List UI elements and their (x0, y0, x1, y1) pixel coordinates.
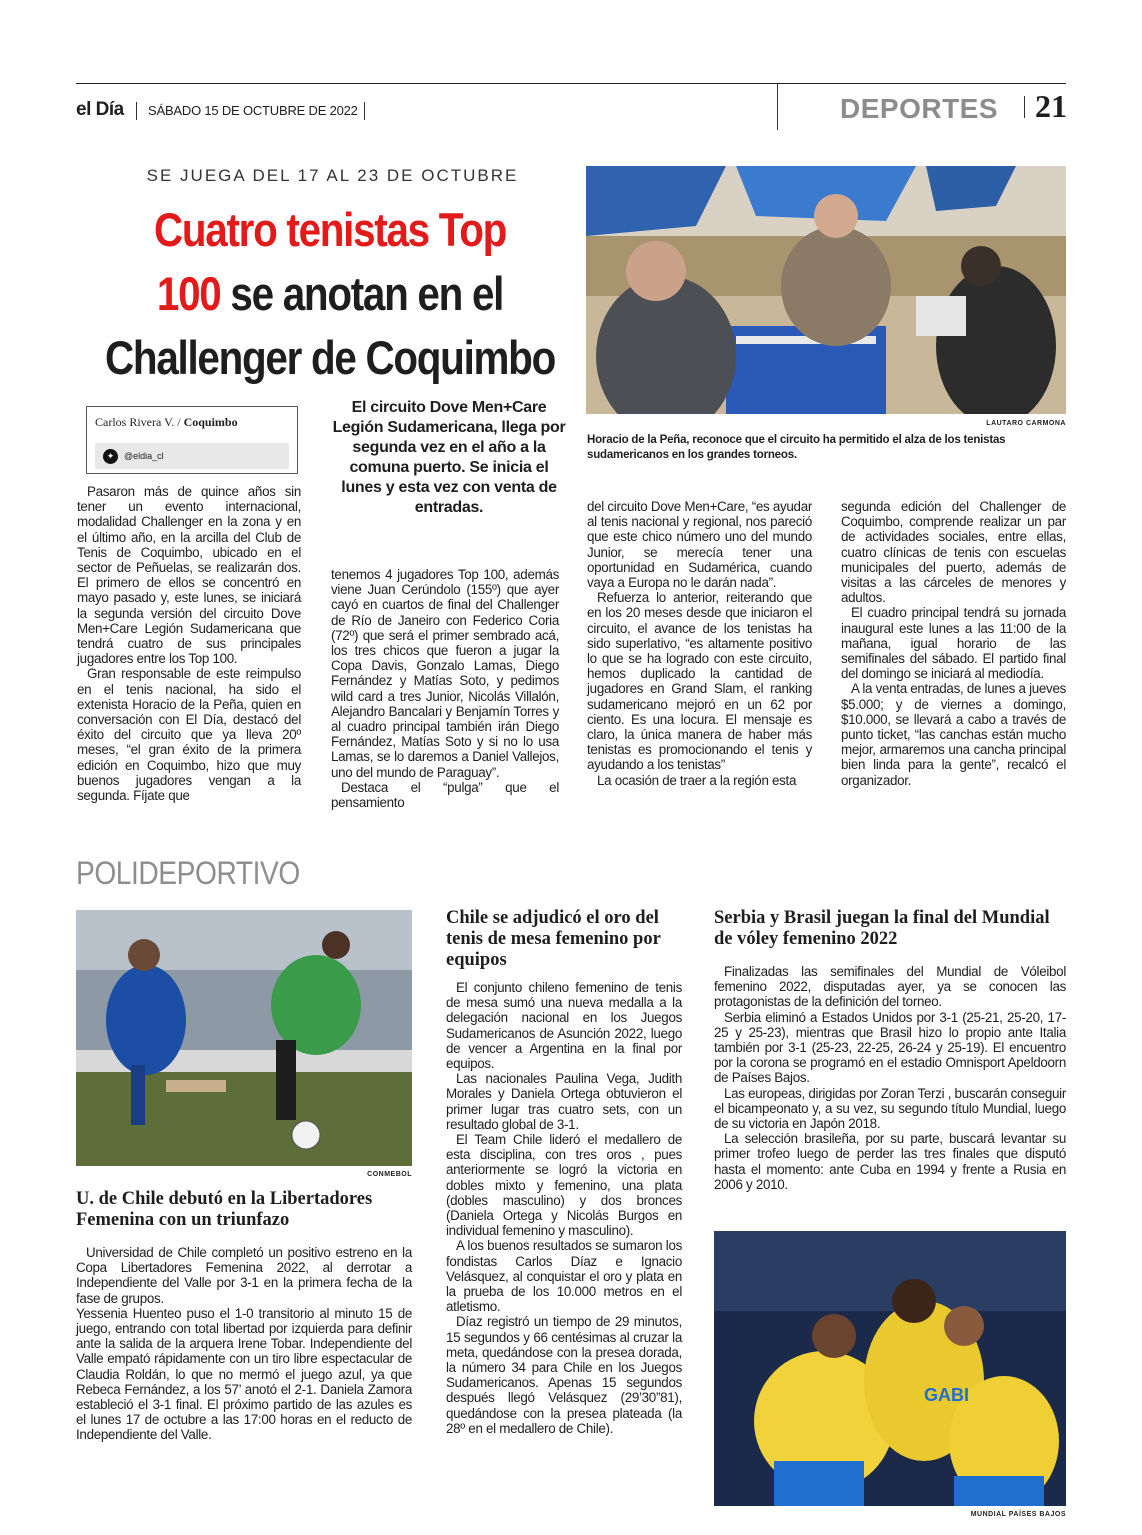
byline-author: Carlos Rivera V. (95, 415, 175, 429)
main-photo-credit: LAUTARO CARMONA (986, 420, 1066, 427)
headline-line-1: Cuatro tenistas Top (153, 203, 507, 256)
byline-social (95, 443, 289, 469)
uchile-body (76, 1245, 412, 1443)
paragraph: Destaca el “pulga” que el pensamiento (331, 779, 559, 811)
jersey-text: GABI (924, 1385, 969, 1405)
uchile-photo (76, 910, 412, 1166)
article-lead: El circuito Dove Men+Care Legión Sudamericana, llega por segunda vez en el año a la comuna puerto. Se inicia el lunes y esta vez con venta de entradas. (332, 399, 566, 516)
masthead-brand: el Día (76, 99, 124, 120)
paragraph: A la venta entradas, de lunes a jueves $5.000; y de viernes a domingo, $10.000, se llevará a cabo a través de punto ticket, “las canchas están mucho mejor, armaremos una cancha principal bien linda para la gente”, recalcó el organizador. (841, 681, 1066, 788)
article-column-3 (587, 499, 812, 788)
paragraph: Gran responsable de este reimpulso en el tenis nacional, ha sido el extenista Horacio de la Peña, quien en conversación con El Día, destacó del éxito del circuito que ya lleva 20º meses, “el gran éxito de la primera edición en Coquimbo, hizo que muy buenos jugadores vengan a la segunda. Fíjate que (77, 666, 301, 804)
paragraph: segunda edición del Challenger de Coquimbo, comprende realizar un par de actividades sociales, entre ellas, cuatro clínicas de tenis con escuelas municipales del puerto, además de visitas a las cárceles de menores y adultos. (841, 499, 1066, 606)
paragraph: Serbia eliminó a Estados Unidos por 3-1 (25-21, 25-20, 17-25 y 25-23), mientras que Brasil hizo lo propio ante Italia también por 3-1 (25-23, 22-25, 26-24 y 25-19). El encuentro por la corona se programó en el estadio Omnisport Apeldoorn de Países Bajos. (714, 1009, 1066, 1086)
article-kicker: SE JUEGA DEL 17 AL 23 DE OCTUBRE (146, 166, 519, 185)
main-photo-caption: Horacio de la Peña, reconoce que el circuito ha permitido el alza de los tenistas sudamericanos en los grandes torneos. (587, 434, 1006, 461)
byline: Carlos Rivera V. / Coquimbo (95, 415, 238, 429)
byline-box (86, 406, 298, 474)
header-separator (1024, 96, 1025, 118)
paragraph: La selección brasileña, por su parte, buscará levantar su primer trofeo luego de perder las tres finales que disputó hasta el momento: ante Cuba en 1994 y frente a Rusia en 2006 y 2010. (714, 1131, 1066, 1192)
section-name: DEPORTES (840, 93, 999, 124)
uchile-headline: U. de Chile debutó en la Libertadores Femenina con un triunfazo (76, 1189, 373, 1230)
tenis-mesa-headline: Chile se adjudicó el oro del tenis de mesa femenino por equipos (446, 908, 661, 970)
main-photo (586, 166, 1066, 414)
paragraph: La ocasión de traer a la región esta (597, 772, 797, 788)
paragraph: El Team Chile lideró el medallero de esta disciplina, con tres oros , pues anteriormente se logró la victoria en dobles mixto y femenino, una plata (dobles masculino) y dos bronces (Daniela Ortega y Nicolás Burgos en individual femenino y masculino). (446, 1132, 682, 1239)
article-column-1 (77, 484, 301, 803)
twitter-handle: @eldia_cl (124, 451, 164, 461)
header-separator (136, 102, 137, 120)
paragraph: Refuerza lo anterior, reiterando que en los 20 meses desde que iniciaron el circuito, el avance de los tenistas ha sido superlativo, “es altamente positivo lo que se ha logrado con este circuito, hemos duplicado la cantidad de jugadores en Grand Slam, el ranking sudamericano mejoró en un 62 por ciento. Es una locura. El mensaje es claro, la única manera de haber más tenistas es promocionando el tenis y ayudando a los tenistas” (587, 590, 812, 773)
headline-line-2 (98, 262, 562, 326)
issue-date: SÁBADO 15 DE OCTUBRE DE 2022 (148, 103, 358, 118)
uchile-photo-credit: CONMEBOL (367, 1171, 412, 1178)
voley-headline: Serbia y Brasil juegan la final del Mundial de vóley femenino 2022 (714, 908, 1050, 949)
paragraph: Yessenia Huenteo puso el 1-0 transitorio al minuto 15 de juego, entrando con total libertad por izquierda para definir ante la salida de la arquera Irene Tobar. Independiente del Valle empató rápidamente con un tiro libre espectacular de Claudia Roldán, lo que no mermó el juego azul, ya que Rebeca Fernández, a los 57’ anotó el 2-1. Daniela Zamora estableció el 3-1 final. El próximo partido de las azules es el lunes 17 de octubre a las 17:00 horas en el reducto de Independiente del Valle. (76, 1305, 412, 1443)
page-number: 21 (1035, 88, 1067, 124)
paragraph: El cuadro principal tendrá su jornada inaugural este lunes a las 11:00 de la mañana, igual horario de las semifinales del sábado. El partido final del domingo se iniciará al mediodía. (841, 605, 1066, 682)
tenis-mesa-body (446, 980, 682, 1436)
voley-photo-credit: MUNDIAL PAÍSES BAJOS (970, 1511, 1066, 1518)
paragraph: del circuito Dove Men+Care, “es ayudar al tenis nacional y regional, nos pareció que este chico número uno del mundo Junior, se merecía tener una oportunidad en Sudamérica, cuando vaya a Europa no le darán nada”. (587, 499, 812, 591)
header-divider (777, 84, 778, 130)
paragraph: tenemos 4 jugadores Top 100, además viene Juan Cerúndolo (155º) que ayer cayó en cuartos de final del Challenger de Río de Janeiro con Federico Coria (72º) que será el primer sembrado acá, los tres chicos que fueron a jugar la Copa Davis, Gonzalo Lamas, Diego Fernández y Matías Soto, y pedimos wild card a tres Junior, Nicolás Villalón, Alejandro Bancalari y Benjamín Torres y al cuadro principal también irán Diego Fernández, Matías Soto y si no lo usa Lamas, se lo daremos a Daniel Vallejos, uno del mundo de Paraguay”. (331, 567, 559, 780)
headline-highlight: 100 (156, 267, 221, 320)
voley-photo (714, 1231, 1066, 1506)
paragraph: Pasaron más de quince años sin tener un evento internacional, modalidad Challenger en la zona y en el último año, en la arcilla del Club de Tenis de Coquimbo, ubicado en el sector de Peñuelas, se realizarán dos. El primero de ellos se concentró en mayo pasado y, este lunes, se iniciará la segunda versión del circuito Dove Men+Care Legión Sudamericana que tendrá cuatro de sus principales jugadores entre los Top 100. (77, 484, 301, 667)
paragraph: Las nacionales Paulina Vega, Judith Morales y Daniela Ortega obtuvieron el primer lugar tras cuatro sets, con un resultado global de 3-1. (446, 1071, 682, 1132)
paragraph: Díaz registró un tiempo de 29 minutos, 15 segundos y 66 centésimas al cruzar la meta, quedándose con la presea dorada, la número 34 para Chile en los Juegos Sudamericanos. Apenas 15 segundos después llegó Velásquez (29’30”81), quedándose con la presea plateada (la 28º en el medallero de Chile). (446, 1314, 682, 1436)
paragraph: Finalizadas las semifinales del Mundial de Vóleibol femenino 2022, disputadas ayer, ya se conocen las protagonistas de la definición del torneo. (714, 964, 1066, 1010)
paragraph: Las europeas, dirigidas por Zoran Terzi , buscarán conseguir el bicampeonato y, a su vez, su segundo título Mundial, luego de su victoria en Japón 2018. (714, 1085, 1067, 1132)
section-title: POLIDEPORTIVO (76, 855, 300, 891)
article-column-2 (331, 567, 559, 810)
headline-line-2-text: se anotan en el (220, 267, 504, 320)
article-headline (98, 198, 562, 390)
headline-line-3: Challenger de Coquimbo (105, 331, 555, 384)
header-separator (364, 102, 365, 120)
article-column-4 (841, 499, 1066, 788)
paragraph: Universidad de Chile completó un positivo estreno en la Copa Libertadores Femenina 2022, al derrotar a Independiente del Valle por 3-1 en la primera fecha de la fase de grupos. (76, 1245, 412, 1306)
twitter-icon: ✦ (103, 449, 118, 464)
byline-place: Coquimbo (183, 415, 238, 429)
paragraph: A los buenos resultados se sumaron los fondistas Carlos Díaz e Ignacio Velásquez, al conquistar el oro y plata en la prueba de los 10.000 metros en el atletismo. (446, 1238, 682, 1315)
paragraph: El conjunto chileno femenino de tenis de mesa sumó una nueva medalla a la delegación nacional en los Juegos Sudamericanos de Asunción 2022, luego de vencer a Argentina en la final por equipos. (446, 980, 682, 1072)
voley-body (714, 964, 1066, 1192)
